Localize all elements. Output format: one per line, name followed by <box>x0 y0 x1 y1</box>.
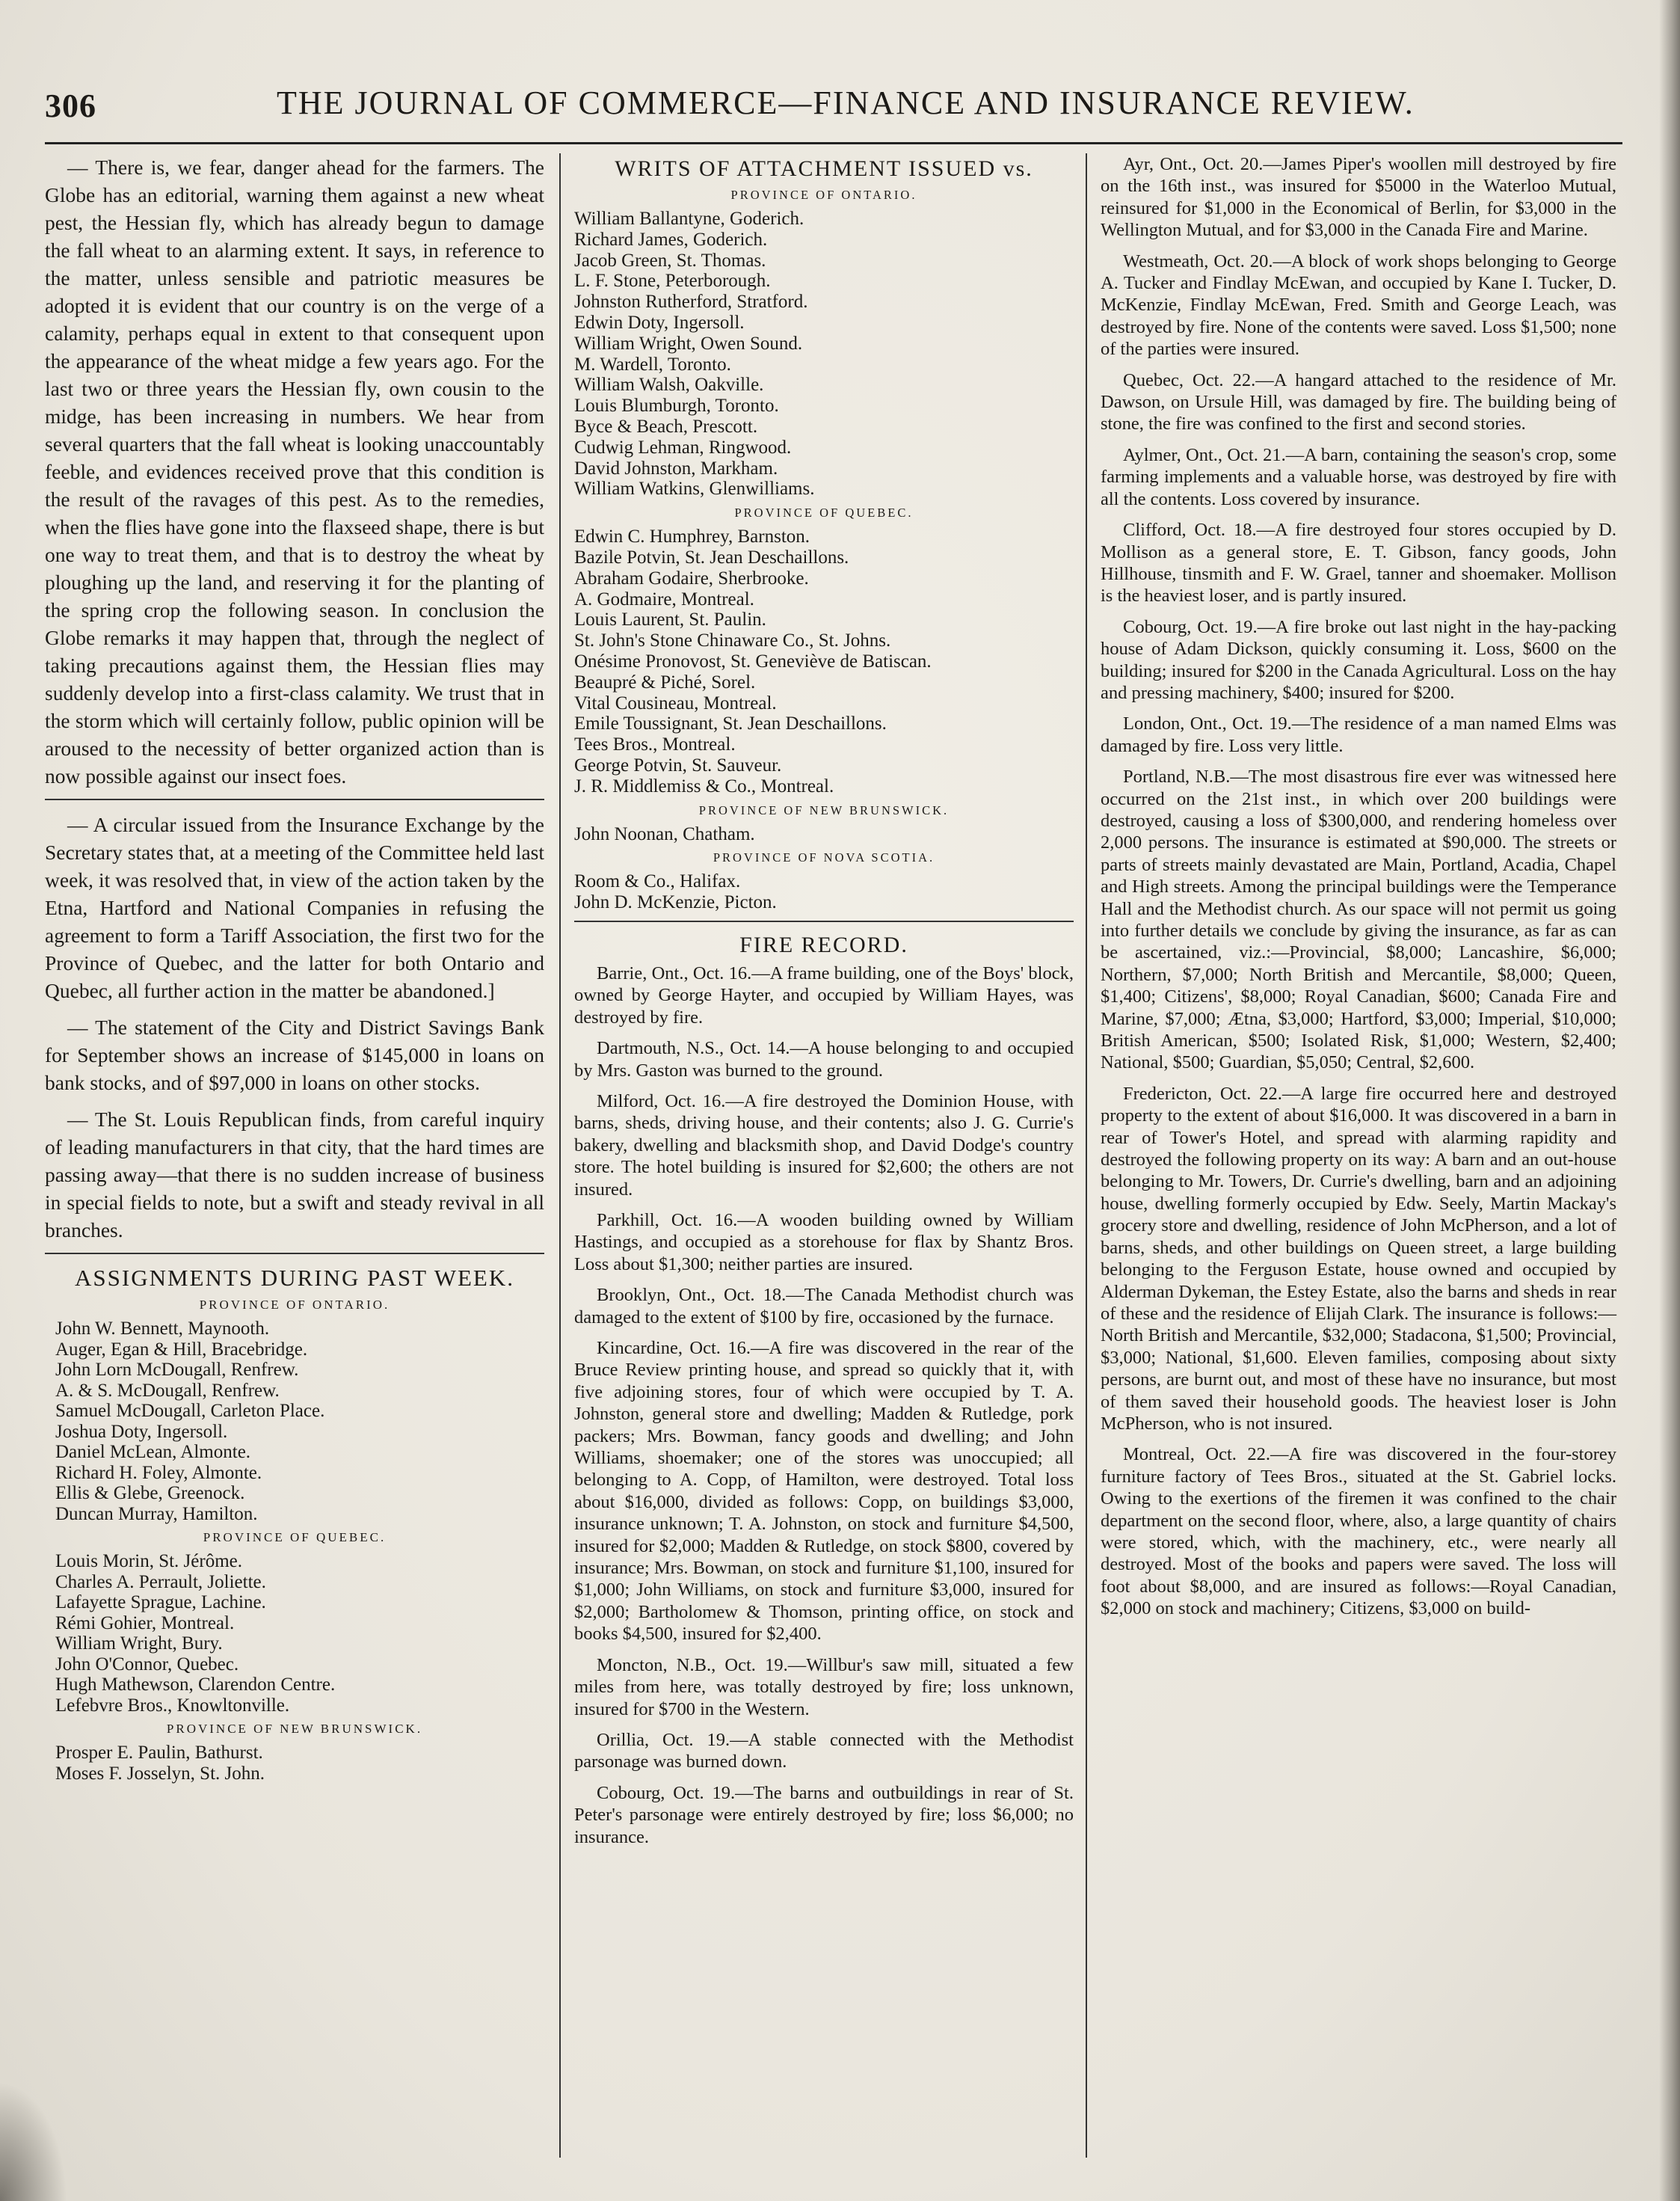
article-hessian-fly: — There is, we fear, danger ahead for the farmers. The Globe has an editorial, warning them against a new wheat pest, the Hessian fly, which has already begun to damage the fall wheat to an alarming extent. It says, in reference to the matter, unless sensible and patriotic measures be adopted it is evident that our country is on the verge of a calamity, perhaps equal in extent to that consequent upon the appearance of the wheat midge a few years ago. For the last two or three years the Hessian fly, own cousin to the midge, has been increasing in numbers. We hear from several quarters that the fall wheat is looking unaccountably feeble, and evidences received prove that this condition is the result of the ravages of this pest. As to the remedies, when the flies have gone into the flaxseed shape, there is but one way to treat them, and that is to destroy the wheat by ploughing up the land, and reserving it for the planting of the spring crop the following season. In conclusion the Globe remarks it may happen that, through the neglect of taking precautions against them, the Hessian flies may suddenly develop into a first-class calamity. We trust that in the storm which will certainly follow, public opinion will be aroused to the necessity of better organized action than is now possible against our insect foes. <box>45 156 544 788</box>
fire-item: Brooklyn, Ont., Oct. 18.—The Canada Methodist church was damaged to the extent of $100 by fire, occasioned by the furnace. <box>574 1285 1074 1327</box>
fire-record-title: FIRE RECORD. <box>739 932 908 957</box>
list-item: Emile Toussignant, St. Jean Deschaillons. <box>574 713 887 734</box>
fire-item: Dartmouth, N.S., Oct. 14.—A house belonging to and occupied by Mrs. Gaston was burned to the ground. <box>574 1038 1074 1081</box>
list-item: Byce & Beach, Prescott. <box>574 416 758 437</box>
list-item: Ellis & Glebe, Greenock. <box>55 1483 245 1503</box>
list-item: Louis Blumburgh, Toronto. <box>574 396 779 417</box>
list-item: John W. Bennett, Maynooth. <box>55 1319 270 1339</box>
writs-ns-list <box>574 871 1074 913</box>
list-item: Vital Cousineau, Montreal. <box>574 693 777 713</box>
fire-item: Westmeath, Oct. 20.—A block of work shops belonging to George A. Tucker and Findlay McEwan, and occupied by Kane I. Tucker, D. McKenzie, Findlay McEwan, Fred. Smith and George Leach, was destroyed by fire. None of the contents were saved. Loss $1,500; none of the parties were insured. <box>1101 251 1616 360</box>
writs-title: WRITS OF ATTACHMENT ISSUED vs. <box>615 156 1033 181</box>
province-heading: PROVINCE OF QUEBEC. <box>203 1530 387 1544</box>
list-item: John O'Connor, Quebec. <box>55 1654 239 1674</box>
province-heading: PROVINCE OF QUEBEC. <box>734 506 914 521</box>
fire-item: Parkhill, Oct. 16.—A wooden building owned by William Hastings, and occupied as a storehouse for flax by Shantz Bros. Loss about $1,300; neither parties are insured. <box>574 1209 1074 1274</box>
fire-item: Cobourg, Oct. 19.—A fire broke out last night in the hay-packing house of Adam Dickson, quickly consuming it. Loss, $600 on the building; insured for $200 in the Canada Agricultural. Loss on the hay and pressing machinery, $400; insured for $200. <box>1101 616 1616 703</box>
list-item: John Lorn McDougall, Renfrew. <box>55 1360 299 1380</box>
header-rule <box>45 142 1622 144</box>
list-item: Tees Bros., Montreal. <box>574 734 736 755</box>
column-rule <box>559 153 561 2158</box>
section-divider <box>45 1253 544 1254</box>
list-item: William Ballantyne, Goderich. <box>574 209 804 229</box>
column-left <box>45 153 544 1788</box>
province-heading: PROVINCE OF NEW BRUNSWICK. <box>698 802 950 817</box>
page-header <box>45 81 1622 133</box>
list-item: Hugh Mathewson, Clarendon Centre. <box>55 1674 336 1695</box>
list-item: William Walsh, Oakville. <box>574 375 764 396</box>
province-heading: PROVINCE OF ONTARIO. <box>730 188 917 202</box>
section-divider <box>574 921 1074 922</box>
list-item: Charles A. Perrault, Joliette. <box>55 1571 266 1592</box>
article-savings-bank: — The statement of the City and District Savings Bank for September shows an increase of $145,000 in loans on bank stocks, and of $97,000 in loans on other stocks. <box>45 1016 544 1094</box>
list-item: St. John's Stone Chinaware Co., St. Johns. <box>574 630 891 651</box>
list-item: Samuel McDougall, Carleton Place. <box>55 1401 325 1421</box>
page-edge-shadow <box>1659 0 1680 2201</box>
article-tariff-association: — A circular issued from the Insurance Exchange by the Secretary states that, at a meeting of the Committee held last week, it was resolved that, in view of the action taken by the Etna, Hartford and National Companies in refusing the agreement to form a Tariff Association, the first two for the Province of Quebec, and the latter for both Ontario and Quebec, all further action in the matter be abandoned.] <box>45 813 544 1002</box>
list-item: William Wright, Owen Sound. <box>574 333 803 354</box>
list-item: Edwin Doty, Ingersoll. <box>574 312 745 333</box>
province-heading: PROVINCE OF NEW BRUNSWICK. <box>166 1722 423 1736</box>
page-corner-shadow <box>0 2081 67 2201</box>
list-item: Onésime Pronovost, St. Geneviève de Batiscan. <box>574 651 932 672</box>
list-item: John D. McKenzie, Picton. <box>574 892 777 913</box>
fire-item: Portland, N.B.—The most disastrous fire ever was witnessed here occurred on the 21st inst., in which over 200 buildings were destroyed, causing a loss of $300,000, and rendering homeless over 2,000 persons. The insurance is estimated at $90,000. The streets or parts of streets mainly devastated are Main, Portland, Acadia, Chapel and High streets. Among the principal buildings were the Temperance Hall and the Methodist church. As our space will not permit us going into further details we conclude by giving the insurance, as far as can be ascertained, viz.:—Provincial, $8,000; Lancashire, $6,000; Northern, $7,000; North British and Mercantile, $8,000; Queen, $1,400; Citizens', $8,000; Royal Canadian, $600; Canada Fire and Marine, $7,000; Ætna, $3,000; Hartford, $3,000; Imperial, $10,000; British American, $500; Isolated Risk, $1,000; Western, $2,400; National, $500; Guardian, $5,050; Central, $2,600. <box>1101 767 1616 1073</box>
list-item: Lafayette Sprague, Lachine. <box>55 1592 266 1612</box>
list-item: Beaupré & Piché, Sorel. <box>574 672 756 693</box>
list-item: Louis Morin, St. Jérôme. <box>55 1551 242 1571</box>
fire-item: Clifford, Oct. 18.—A fire destroyed four stores occupied by D. Mollison as a general store, E. T. Gibson, fancy goods, John Hillhouse, tinsmith and F. W. Grael, tanner and shoemaker. Mollison is the heaviest loser, and is partly insured. <box>1101 520 1616 607</box>
list-item: Jacob Green, St. Thomas. <box>574 250 766 271</box>
fire-item: Fredericton, Oct. 22.—A large fire occurred here and destroyed property to the extent of about $16,000. It was discovered in a barn in rear of Tower's Hotel, and spread with alarming rapidity and destroyed the following property on its way: A barn and an out-house belonging to Mr. Towers, Dr. Currie's dwelling, barn and an adjoining house, dwelling formerly occupied by Edw. Seely, Martin Mackay's grocery store and dwelling, residence of John McPherson, and a lot of barns, sheds, and other buildings on Queen street, a large building belonging to the Ferguson Estate, house owned and occupied by Alderman Dykeman, the Estey Estate, also the barns and sheds in rear of these and the residence of Elijah Clark. The insurance is follows:—North British and Mercantile, $32,000; Stadacona, $1,500; Provincial, $3,000; National, $1,600. Eleven families, composing about sixty persons, are burnt out, and most of these have no insurance, but most of them saved their household goods. The heaviest loser is John McPherson, who is not insured. <box>1101 1083 1616 1434</box>
list-item: Louis Laurent, St. Paulin. <box>574 610 766 630</box>
province-heading: PROVINCE OF NOVA SCOTIA. <box>713 850 935 865</box>
list-item: David Johnston, Markham. <box>574 458 778 479</box>
fire-item: Moncton, N.B., Oct. 19.—Willbur's saw mill, situated a few miles from here, was totally destroyed by fire; loss unknown, insured for $700 in the Western. <box>574 1654 1074 1719</box>
fire-item: Ayr, Ont., Oct. 20.—James Piper's woollen mill destroyed by fire on the 16th inst., was insured for $5000 in the Waterloo Mutual, reinsured for $1,000 in the Economical of Berlin, for $3,000 in the Wellington Mutual, and for $3,000 in the Canada Fire and Marine. <box>1101 154 1616 241</box>
list-item: L. F. Stone, Peterborough. <box>574 271 771 292</box>
province-heading: PROVINCE OF ONTARIO. <box>199 1298 390 1312</box>
list-item: M. Wardell, Toronto. <box>574 354 731 375</box>
assignments-nb-list <box>45 1743 544 1784</box>
list-item: Joshua Doty, Ingersoll. <box>55 1421 228 1442</box>
list-item: A. & S. McDougall, Renfrew. <box>55 1380 280 1401</box>
list-item: Cudwig Lehman, Ringwood. <box>574 437 792 458</box>
list-item: Room & Co., Halifax. <box>574 871 741 892</box>
fire-item: Orillia, Oct. 19.—A stable connected with the Methodist parsonage was burned down. <box>574 1729 1074 1772</box>
list-item: J. R. Middlemiss & Co., Montreal. <box>574 776 834 796</box>
list-item: John Noonan, Chatham. <box>574 823 755 844</box>
list-item: Edwin C. Humphrey, Barnston. <box>574 527 810 547</box>
list-item: William Watkins, Glenwilliams. <box>574 479 815 500</box>
list-item: Lefebvre Bros., Knowltonville. <box>55 1695 290 1716</box>
list-item: Duncan Murray, Hamilton. <box>55 1503 258 1524</box>
list-item: Abraham Godaire, Sherbrooke. <box>574 568 809 589</box>
page-number: 306 <box>45 88 96 124</box>
writs-nb-list <box>574 824 1074 845</box>
list-item: Moses F. Josselyn, St. John. <box>55 1763 265 1784</box>
fire-item: Kincardine, Oct. 16.—A fire was discovered in the rear of the Bruce Review printing house, and spread so quickly that it, with five adjoining stores, four of which were occupied by T. A. Johnston, general store and dwelling; Madden & Rutledge, pork packers; Mrs. Bowman, fancy goods and dwelling; and John Williams, shoemaker; one of the stores was unoccupied; all belonging to A. Copp, of Hamilton, were destroyed. Total loss about $16,000, divided as follows: Copp, on buildings $3,000, insurance unknown; T. A. Johnston, on stock and furniture $4,500, insured for $2,000; Madden & Rutledge, on stock $800, covered by insurance; Mrs. Bowman, on stock and furniture $1,100, insured for $1,000; John Williams, on stock and furniture $3,000, insured for $2,000; Bartholomew & Thomson, printing office, on stock and books $4,500, insured for $2,400. <box>574 1338 1074 1645</box>
article-divider <box>45 799 544 800</box>
writs-quebec-list <box>574 527 1074 796</box>
list-item: Bazile Potvin, St. Jean Deschaillons. <box>574 547 849 568</box>
list-item: Richard H. Foley, Almonte. <box>55 1462 262 1483</box>
masthead-title: THE JOURNAL OF COMMERCE—FINANCE AND INSURANCE REVIEW. <box>277 85 1415 121</box>
list-item: Johnston Rutherford, Stratford. <box>574 292 808 313</box>
fire-item: Cobourg, Oct. 19.—The barns and outbuildings in rear of St. Peter's parsonage were entirely destroyed by fire; loss $6,000; no insurance. <box>574 1782 1074 1847</box>
list-item: George Potvin, St. Sauveur. <box>574 755 782 776</box>
article-hard-times: — The St. Louis Republican finds, from careful inquiry of leading manufacturers in that city, that the hard times are passing away—that there is no sudden increase of business in special fields to note, but a swift and steady revival in all branches. <box>45 1108 544 1241</box>
fire-item: Quebec, Oct. 22.—A hangard attached to the residence of Mr. Dawson, on Ursule Hill, was damaged by fire. The building being of stone, the fire was confined to the first and second stories. <box>1101 369 1616 435</box>
fire-item: Milford, Oct. 16.—A fire destroyed the Dominion House, with barns, sheds, driving house, and their contents; also J. G. Currie's bakery, dwelling and blacksmith shop, and David Dodge's country store. The hotel building is insured for $2,600; the others are not insured. <box>574 1090 1074 1200</box>
column-right <box>1101 153 1616 1629</box>
column-rule <box>1086 153 1087 2158</box>
assignments-quebec-list <box>45 1551 544 1716</box>
list-item: A. Godmaire, Montreal. <box>574 589 754 610</box>
list-item: Daniel McLean, Almonte. <box>55 1442 251 1462</box>
list-item: Auger, Egan & Hill, Bracebridge. <box>55 1339 308 1360</box>
fire-item: London, Ont., Oct. 19.—The residence of a man named Elms was damaged by fire. Loss very little. <box>1101 713 1616 756</box>
fire-item: Barrie, Ont., Oct. 16.—A frame building, one of the Boys' block, owned by George Hayter, and occupied by William Hayes, was destroyed by fire. <box>574 963 1074 1028</box>
list-item: Rémi Gohier, Montreal. <box>55 1612 235 1633</box>
column-middle <box>574 153 1074 1857</box>
list-item: Richard James, Goderich. <box>574 229 768 250</box>
list-item: Prosper E. Paulin, Bathurst. <box>55 1743 263 1763</box>
writs-ontario-list <box>574 209 1074 500</box>
fire-item: Aylmer, Ont., Oct. 21.—A barn, containing the season's crop, some farming implements and a valuable horse, was destroyed by fire with all the contents. Loss covered by insurance. <box>1101 444 1616 509</box>
list-item: William Wright, Bury. <box>55 1633 223 1654</box>
assignments-title: ASSIGNMENTS DURING PAST WEEK. <box>75 1265 514 1291</box>
fire-item: Montreal, Oct. 22.—A fire was discovered in the four-storey furniture factory of Tees Bros., situated at the St. Gabriel locks. Owing to the exertions of the firemen it was confined to the chair department on the second floor, where, also, a large quantity of chairs were stored, which, with the machinery, etc., were nearly all destroyed. Most of the books and papers were saved. The loss will foot about $8,000, and are insured as follows:—Royal Canadian, $2,000 on stock and machinery; Citizens, $3,000 on build- <box>1101 1444 1616 1619</box>
assignments-ontario-list <box>45 1319 544 1524</box>
